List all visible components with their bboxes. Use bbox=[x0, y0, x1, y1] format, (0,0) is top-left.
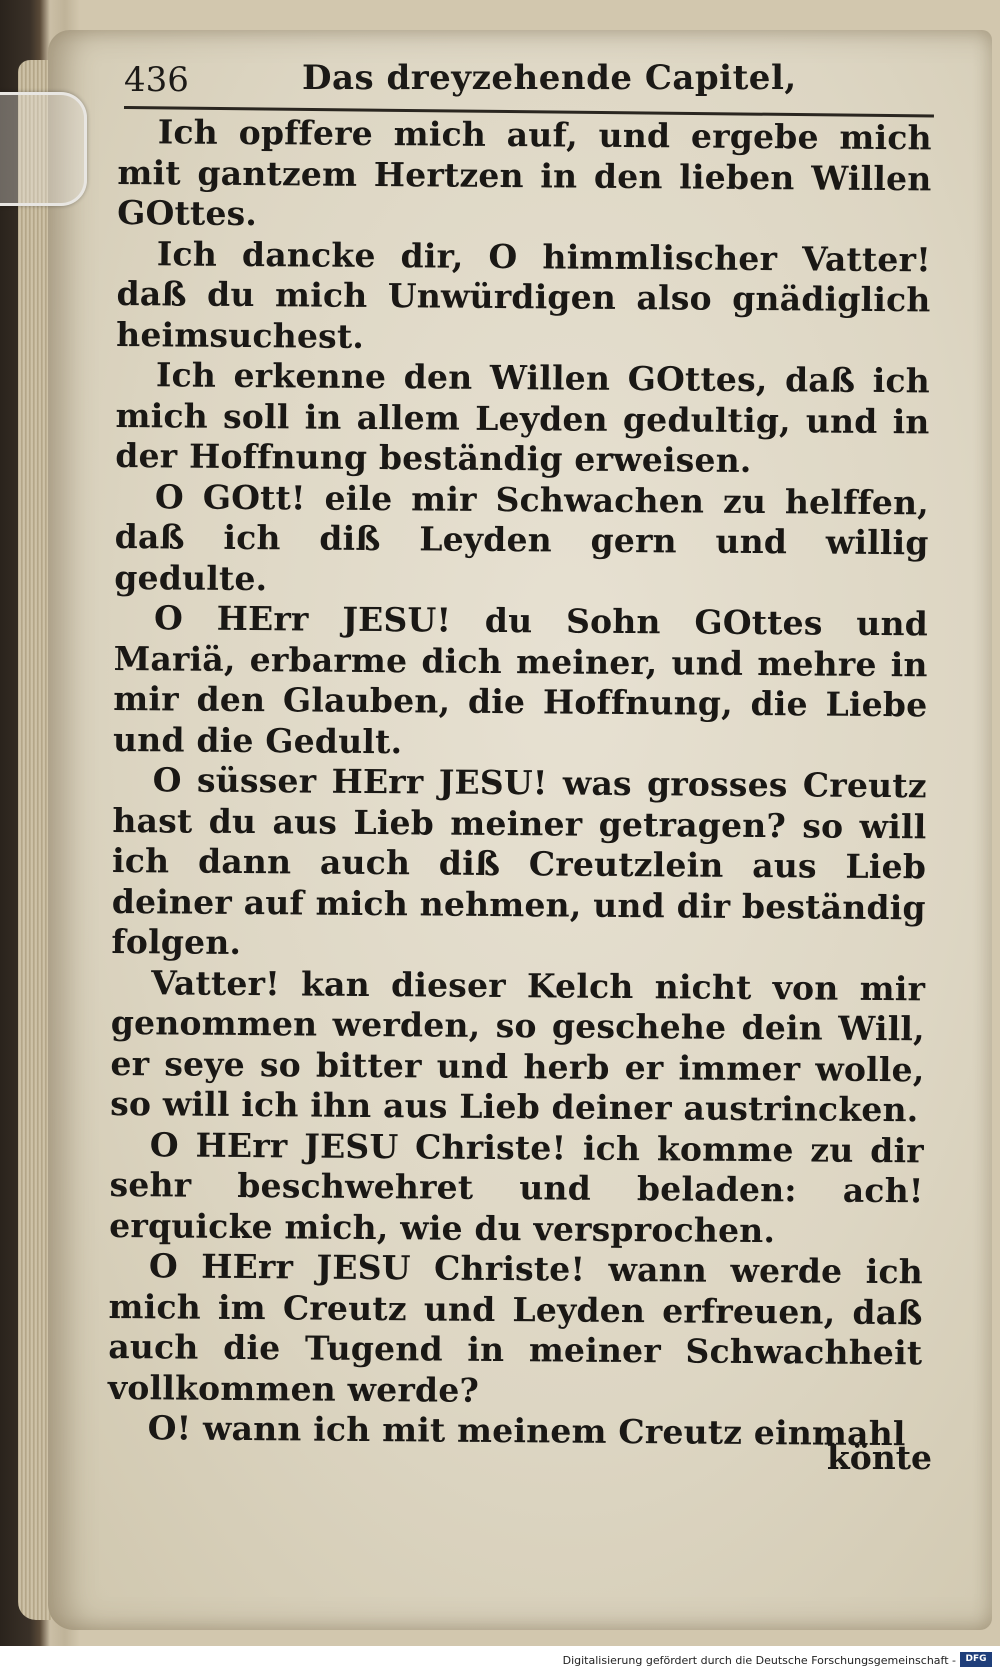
body-text bbox=[108, 112, 932, 1455]
paragraph-4: O GOtt! eile mir Schwachen zu helffen, daß ich diß Leyden gern und willig gedulte. bbox=[114, 476, 930, 598]
paragraph-10: O! wann ich mit meinem Creutz einmahl bbox=[147, 1408, 906, 1454]
paragraph-5: O HErr JESU! du Sohn GOttes und Mariä, erbarme dich meiner, und mehre in mir den Glauben, die Hoffnung, die Liebe und die Gedult. bbox=[112, 598, 929, 761]
paragraph-6: O süsser HErr JESU! was grosses Creutz hast du aus Lieb meiner getragen? so will ich dann auch diß Creutzlein aus Lieb deiner auf mich nehmen, und dir beständig folgen. bbox=[111, 760, 927, 962]
page-stack-edge bbox=[18, 60, 52, 1620]
chapter-title: Das dreyzehende Capitel, bbox=[302, 58, 797, 98]
paragraph-7: Vatter! kan dieser Kelch nicht von mir genommen werden, so geschehe dein Will, er seye so bitter und herb er immer wolle, so will ich ihn aus Lieb deiner austrincken. bbox=[110, 962, 926, 1130]
dfg-logo: DFG bbox=[960, 1652, 992, 1667]
paragraph-1: Ich opffere mich auf, und ergebe mich mit gantzem Hertzen in den lieben Willen GOttes. bbox=[117, 112, 932, 234]
paragraph-2: Ich dancke dir, O himmlischer Vatter! daß du mich Unwürdigen also gnädiglich heimsuchest. bbox=[116, 233, 932, 356]
paragraph-3: Ich erkenne den Willen GOttes, daß ich mich soll in allem Leyden gedultig, und in der Hoffnung beständig erweisen. bbox=[115, 355, 931, 480]
page-number: 436 bbox=[124, 60, 189, 100]
page-clip bbox=[0, 92, 87, 206]
footer-credit: Digitalisierung gefördert durch die Deutsche Forschungsgemeinschaft - bbox=[562, 1654, 956, 1667]
catchword: könte bbox=[826, 1438, 932, 1477]
paragraph-8: O HErr JESU Christe! ich komme zu dir sehr beschwehret und beladen: ach! erquicke mich, wie du versprochen. bbox=[109, 1124, 925, 1250]
footer-bar bbox=[0, 1646, 1000, 1672]
paragraph-9: O HErr JESU Christe! wann werde ich mich im Creutz und Leyden erfreuen, daß auch die Tugend in meiner Schwachheit vollkommen werde? bbox=[107, 1246, 924, 1410]
running-header bbox=[124, 52, 944, 112]
